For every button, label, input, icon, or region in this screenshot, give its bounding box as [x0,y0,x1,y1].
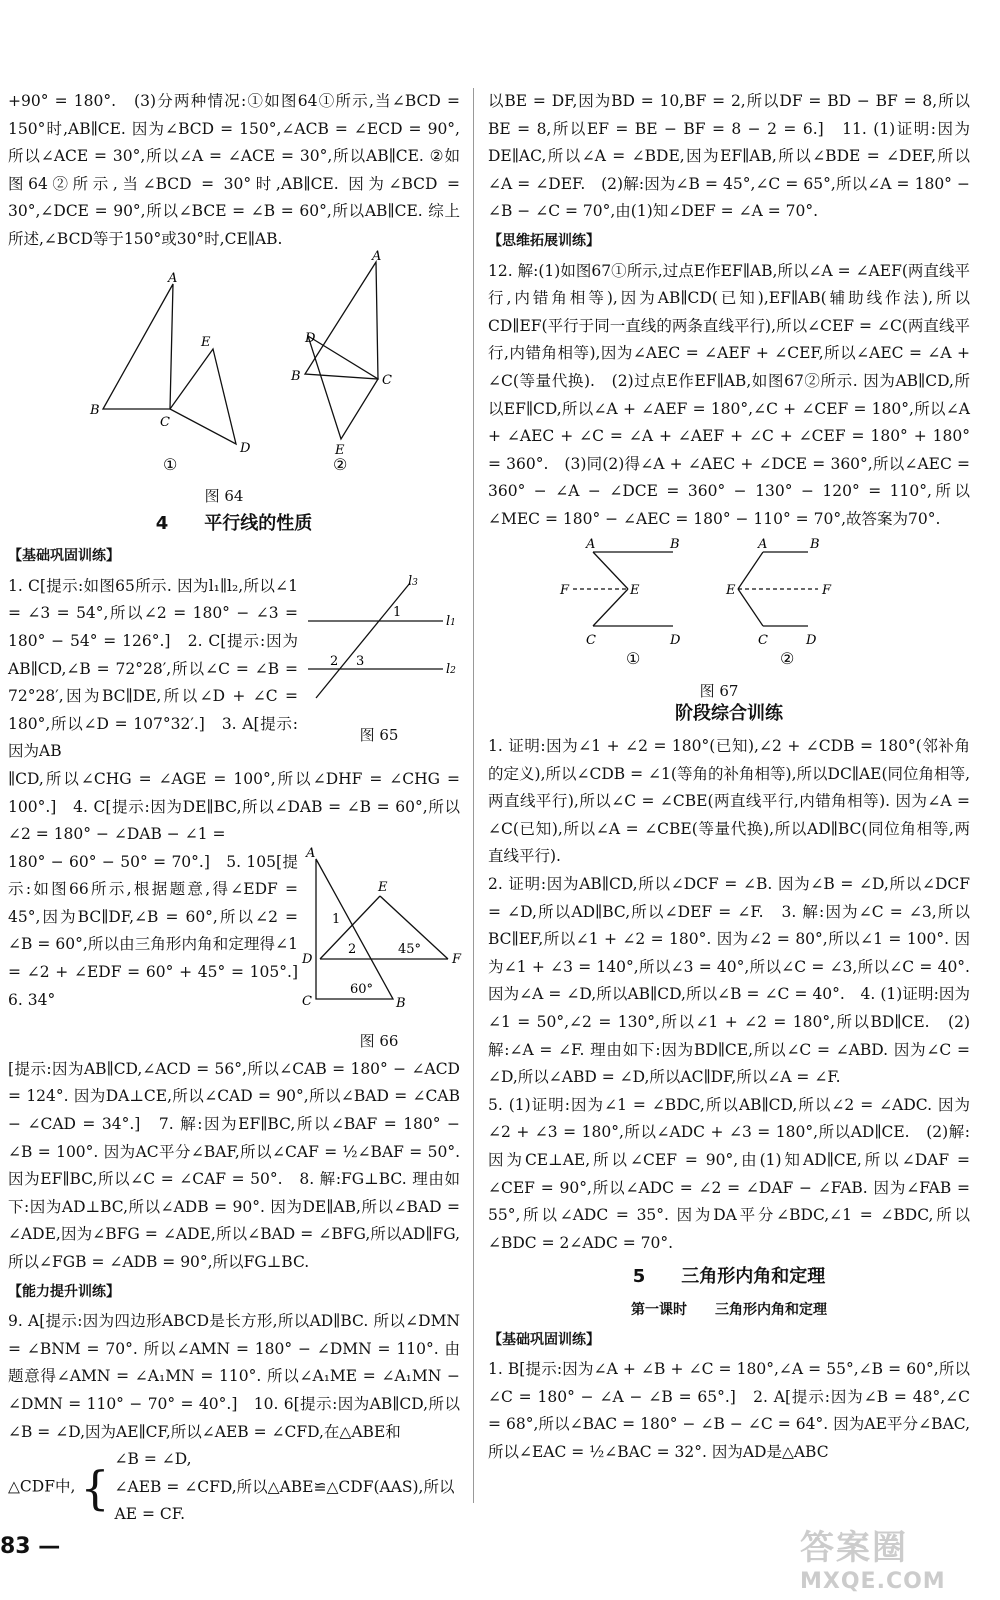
right-paragraph-3: 1. 证明:因为∠1 + ∠2 = 180°(已知),∠2 + ∠CDB = 180°(邻补角的定义),所以∠CDB = ∠1(等角的补角相等),所以DC∥AE(同位角相等,两直线平行),所以∠C = ∠CBE(两直线平行,内错角相等). 因为∠A = ∠C(已知),所以∠A = ∠CBE(等量代换),所以AD∥BC(同位角相等,两直线平行). [488,737,970,866]
system-line-2: ∠AEB = ∠CFD,所以△ABE≌△CDF(AAS),所以 [114,1477,455,1496]
page-number: 83 — [0,1534,61,1559]
left-paragraph-1: +90° = 180°. (3)分两种情况:①如图64①所示,当∠BCD = 150°时,AB∥CE. 因为∠BCD = 150°,∠ACB = ∠ECD = 90°,所以∠ACE = 30°,所以∠A = ∠ACE = 30°,所以AB∥CE. ②如图64②所示,当∠BCD = 30°时,AB∥CE. 因为∠BCD = 30°,∠DCE = 90°,所以∠BCE = ∠B = 60°,所以AB∥CE. 综上所述,∠BCD等于150°或30°时,CE∥AB. [8,92,460,248]
svg-text:B: B [291,368,301,384]
watermark-line-2: MXQE.COM [800,1569,946,1594]
svg-text:B: B [810,536,820,552]
fig67-sub-2: ② [780,648,795,668]
svg-text:D: D [302,951,313,967]
svg-text:E: E [201,334,211,350]
fig67-diagram-2 [725,537,832,648]
svg-text:A: A [306,845,316,861]
svg-text:C: C [586,632,596,648]
watermark [800,1520,990,1595]
svg-text:B: B [396,995,406,1011]
svg-text:1: 1 [393,604,402,620]
tag-ability-training: 【能力提升训练】 [8,1283,120,1300]
figure-67-drawing [488,534,970,669]
fig64-sub-2: ② [333,454,348,474]
svg-text:E: E [630,582,640,598]
figure-64 [8,248,460,506]
system-line-1: ∠B = ∠D, [114,1450,192,1469]
fig67-sub-1: ① [626,648,641,668]
svg-text:A: A [372,248,382,264]
right-paragraph-6: 1. B[提示:因为∠A + ∠B + ∠C = 180°,∠A = 55°,∠B = 60°,所以∠C = 180° − ∠A − ∠B = 65°.] 2. A[提示:因为∠B = 48°,∠C = 68°,所以∠BAC = 180° − ∠B − ∠C = 64°. 因为AE平分∠BAC,所以∠EAC = ½∠BAC = 32°. 因为AD是△ABC [488,1360,970,1461]
figure-67-caption: 图 67 [699,682,739,701]
tag-basic-training: 【基础巩固训练】 [8,548,120,565]
column-divider [473,88,474,1503]
svg-text:1: 1 [332,911,341,927]
left-paragraph-2: 1. C[提示:如图65所示. 因为l₁∥l₂,所以∠1 = ∠3 = 54°,所以∠2 = 180° − ∠3 = 180° − 54° = 126°.] 2. C[提示:因为AB∥CD,∠B = 72°28′,所以∠C = ∠B = 72°28′,因为BC∥DE,所以∠D + ∠C = 180°,所以∠D = 107°32′.] 3. A[提示:因为AB [8,576,298,761]
svg-text:B: B [90,402,100,418]
item-block-fig66 [8,845,462,1056]
figure-67 [488,534,970,701]
left-column [8,88,460,1529]
left-paragraph-6: 9. A[提示:因为四边形ABCD是长方形,所以AD∥BC. 所以∠DMN = ∠BNM = 70°. 所以∠AMN = 180° − ∠DMN = 110°. 由题意得∠AMN = ∠A₁MN = 110°. 所以∠A₁ME = ∠A₁MN − ∠DMN = 110° − 70° = 40°.] 10. 6[提示:因为AB∥CD,所以∠B = ∠D,因为AE∥CF,所以∠AEB = ∠CFD,在△ABE和 [8,1312,460,1441]
figure-66 [298,845,462,1056]
right-paragraph-4: 2. 证明:因为AB∥CD,所以∠DCF = ∠B. 因为∠B = ∠D,所以∠DCF = ∠D,所以AD∥BC,所以∠DEF = ∠F. 3. 解:因为∠C = ∠3,所以BC∥EF,所以∠1 + ∠2 = 180°. 因为∠2 = 80°,所以∠1 = 100°. 因为∠1 + ∠3 = 140°,所以∠3 = 40°,所以∠C = ∠3,所以∠C = 40°. 因为∠A = ∠D,所以AB∥CD,所以∠B = ∠C = 40°. 4. (1)证明:因为∠1 = 50°,∠2 = 130°,所以∠1 + ∠2 = 180°,所以BD∥CE. (2)解:∠A = ∠F. 理由如下:因为BD∥CE,所以∠C = ∠ABD. 因为∠C = ∠D,所以∠ABD = ∠D,所以AC∥DF,所以∠A = ∠F. [488,875,970,1087]
svg-text:2: 2 [348,941,357,957]
svg-text:B: B [670,536,680,552]
svg-text:l1: l1 [446,613,456,629]
svg-text:E: E [335,442,345,458]
right-column [488,88,970,1467]
svg-text:A: A [168,270,178,286]
svg-text:l3: l3 [408,573,418,589]
svg-text:D: D [806,632,817,648]
svg-text:C: C [302,993,312,1009]
right-paragraph-5: 5. (1)证明:因为∠1 = ∠BDC,所以AB∥CD,所以∠2 = ∠ADC. 因为∠2 + ∠3 = 180°,所以∠ADC + ∠3 = 180°,所以AD∥CE. (2)解:因为CE⊥AE,所以∠CEF = 90°,由(1)知AD∥CE,所以∠DAF = ∠CEF = 90°,所以∠ADC = ∠2 = ∠DAF − ∠FAB. 因为∠FAB = 55°,所以∠ADC = 35°. 因为DA平分∠BDC,∠1 = ∠BDC,所以∠BDC = 2∠ADC = 70°. [488,1095,970,1252]
figure-65 [298,573,460,766]
stage-training-title: 阶段综合训练 [675,702,783,724]
tag-basic-training-2: 【基础巩固训练】 [488,1331,600,1348]
svg-text:C: C [382,372,392,388]
svg-text:3: 3 [356,653,365,669]
svg-text:C: C [160,414,170,430]
equation-system [115,1446,455,1529]
system-prefix: △CDF中, [8,1477,76,1496]
fig64-triangle-2 [290,249,392,458]
left-paragraph-3: ∥CD,所以∠CHG = ∠AGE = 100°,所以∠DHF = ∠CHG = 100°.] 4. C[提示:因为DE∥BC,所以∠DAB = ∠B = 60°,所以∠2 = 180° − ∠DAB − ∠1 = [8,769,460,844]
svg-text:F: F [452,951,462,967]
fig64-sub-1: ① [163,454,178,474]
svg-text:A: A [758,536,768,552]
svg-text:F: F [560,582,570,598]
figure-66-caption: 图 66 [359,1032,399,1051]
left-brace: { [80,1460,110,1515]
svg-text:D: D [240,440,251,456]
svg-text:45°: 45° [398,941,422,957]
svg-text:60°: 60° [350,981,374,997]
svg-text:E: E [726,582,736,598]
figure-64-caption: 图 64 [204,487,244,506]
fig64-triangle-1 [89,271,251,456]
left-paragraph-5: [提示:因为AB∥CD,∠ACD = 56°,所以∠CAB = 180° − ∠ACD = 124°. 因为DA⊥CE,所以∠CAD = 90°,所以∠BAD = ∠CAB − ∠CAD = 34°.] 7. 解:因为EF∥BC,所以∠BAF = 180° − ∠B = 100°. 因为AC平分∠BAF,所以∠CAF = ½∠BAF = 50°. 因为EF∥BC,所以∠C = ∠CAF = 50°. 8. 解:FG⊥BC. 理由如下:因为AD⊥BC,所以∠ADB = 90°. 因为DE∥AB,所以∠BAD = ∠ADE,因为∠BFG = ∠ADE,所以∠BAD = ∠BFG,所以AD∥FG,所以∠FGB = ∠ADB = 90°,所以FG⊥BC. [8,1059,460,1272]
figure-66-drawing [298,845,462,1019]
svg-text:A: A [586,536,596,552]
svg-text:F: F [822,582,832,598]
watermark-line-1: 答案圈 [800,1528,908,1568]
section-4-title: 4 平行线的性质 [155,512,313,534]
section-5-title: 5 三角形内角和定理 [632,1266,826,1288]
figure-65-caption: 图 65 [359,726,399,745]
figure-65-drawing [298,573,460,713]
svg-text:D: D [670,632,681,648]
right-paragraph-1: 以BE = DF,因为BD = 10,BF = 2,所以DF = BD − BF = 8,所以BE = 8,所以EF = BE − BF = 8 − 2 = 6.] 11. (1)证明:因为DE∥AC,所以∠A = ∠BDE,因为EF∥AB,所以∠BDE = ∠DEF,所以∠A = ∠DEF. (2)解:因为∠B = 45°,∠C = 65°,所以∠A = 180° − ∠B − ∠C = 70°,由(1)知∠DEF = ∠A = 70°. [488,92,970,221]
svg-text:E: E [378,879,388,895]
svg-text:D: D [305,330,316,346]
fig67-diagram-1 [559,537,681,648]
equation-system-block [8,1446,460,1529]
svg-text:l2: l2 [446,661,456,677]
svg-text:C: C [758,632,768,648]
item-block-fig65 [8,573,460,766]
tag-thinking-training: 【思维拓展训练】 [488,232,600,249]
figure-64-drawing [8,248,460,474]
left-paragraph-4: 180° − 60° − 50° = 70°.] 5. 105[提示:如图66所示,根据题意,得∠EDF = 45°,因为BC∥DF,∠B = 60°,所以∠2 = ∠B = 60°,所以由三角形内角和定理得∠1 = ∠2 + ∠EDF = 60° + 45° = 105°.] 6. 34° [8,852,314,1009]
svg-text:2: 2 [330,653,339,669]
right-paragraph-2: 12. 解:(1)如图67①所示,过点E作EF∥AB,所以∠A = ∠AEF(两直线平行,内错角相等),因为AB∥CD(已知),EF∥AB(辅助线作法),所以CD∥EF(平行于同一直线的两条直线平行),所以∠CEF = ∠C(两直线平行,内错角相等),因为∠AEC = ∠AEF + ∠CEF,所以∠AEC = ∠A + ∠C(等量代换). (2)过点E作EF∥AB,如图67②所示. 因为AB∥CD,所以EF∥CD,所以∠A + ∠AEF = 180°,∠C + ∠CEF = 180°,所以∠A + ∠AEC + ∠C = ∠A + ∠AEF + ∠C + ∠CEF = 180° + 180° = 360°. (3)同(2)得∠A + ∠AEC + ∠DCE = 360°,所以∠AEC = 360° − ∠A − ∠DCE = 360° − 130° − 120° = 110°,所以∠MEC = 180° − ∠AEC = 180° − 110° = 70°,故答案为70°. [488,261,970,528]
system-line-3: AE = CF. [114,1505,186,1524]
section-5-subtitle: 第一课时 三角形内角和定理 [631,1301,827,1318]
